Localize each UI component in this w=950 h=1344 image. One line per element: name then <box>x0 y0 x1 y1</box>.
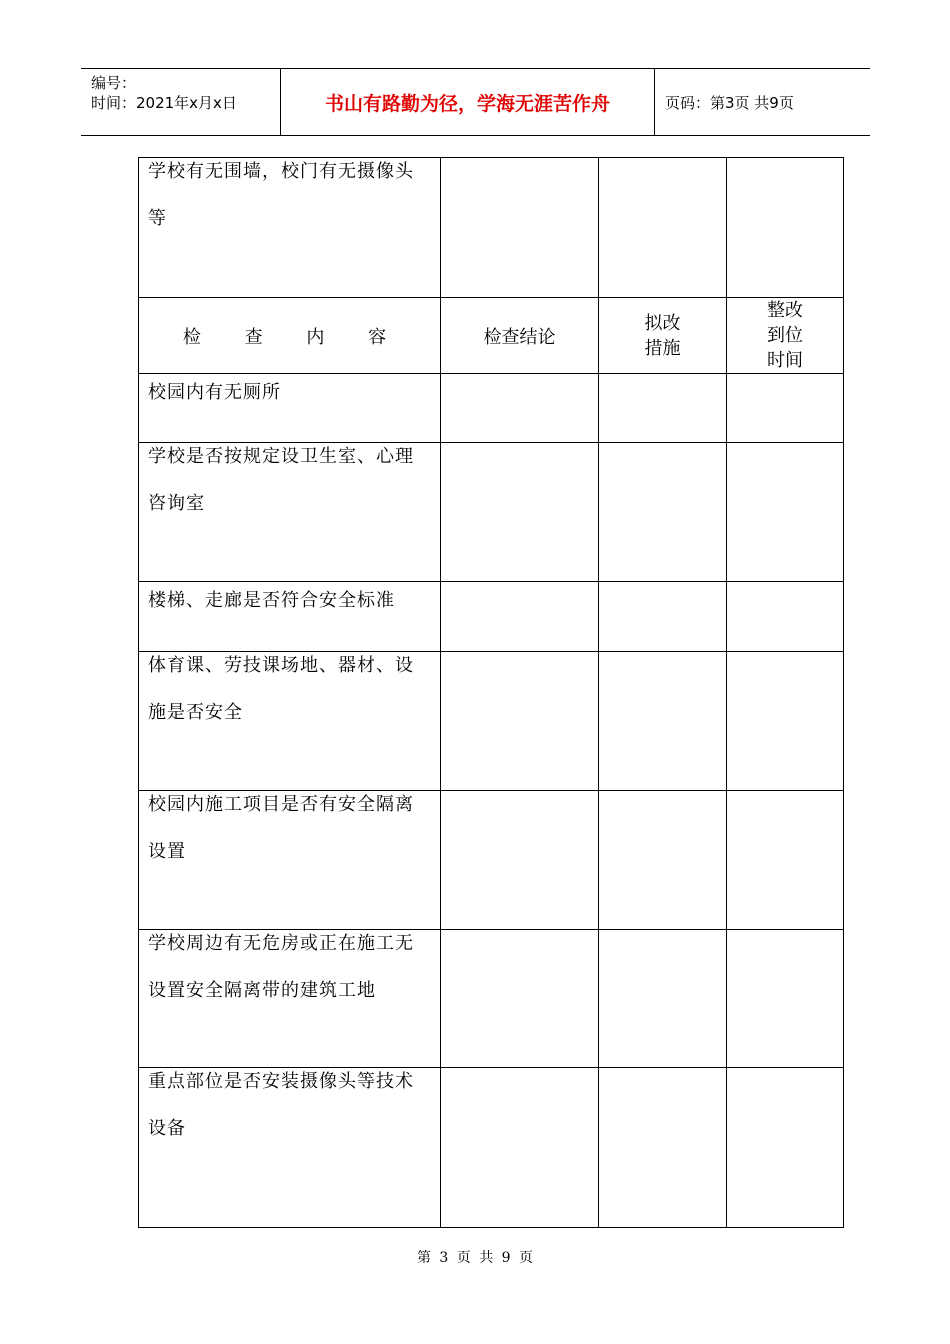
deadline-cell[interactable] <box>727 374 844 443</box>
check-item-line1: 楼梯、走廊是否符合安全标准 <box>148 590 395 611</box>
check-item <box>139 582 441 652</box>
check-item <box>139 930 441 1068</box>
check-item-line2: 施是否安全 <box>148 702 243 723</box>
date-label: 时间：2021年x月x日 <box>91 94 237 112</box>
check-item <box>139 443 441 582</box>
measures-cell[interactable] <box>599 652 727 791</box>
check-item-line1: 学校周边有无危房或正在施工无 <box>148 933 414 954</box>
table-header-row <box>139 298 844 374</box>
deadline-cell[interactable] <box>727 930 844 1068</box>
measures-cell[interactable] <box>599 1068 727 1228</box>
check-item-line1: 校园内有无厕所 <box>148 382 281 403</box>
conclusion-cell[interactable] <box>441 791 599 930</box>
deadline-cell[interactable] <box>727 158 844 298</box>
table-row <box>139 443 844 582</box>
table-row <box>139 791 844 930</box>
table-row <box>139 930 844 1068</box>
check-item <box>139 652 441 791</box>
deadline-cell[interactable] <box>727 582 844 652</box>
column-header-content: 检 查 内 容 <box>139 298 441 374</box>
deadline-cell[interactable] <box>727 1068 844 1228</box>
page-footer: 第 3 页 共 9 页 <box>416 1250 534 1266</box>
conclusion-cell[interactable] <box>441 582 599 652</box>
check-item <box>139 158 441 298</box>
column-header-conclusion: 检查结论 <box>441 298 599 374</box>
conclusion-cell[interactable] <box>441 652 599 791</box>
page-header <box>81 68 870 136</box>
measures-cell[interactable] <box>599 374 727 443</box>
check-item-line2: 咨询室 <box>148 493 205 514</box>
measures-cell[interactable] <box>599 443 727 582</box>
check-item-line2: 设置 <box>148 841 186 862</box>
column-header-measures: 拟改 措施 <box>599 298 727 374</box>
header-page-info: 页码：第3页 共9页 <box>654 69 870 135</box>
table-row <box>139 652 844 791</box>
check-item-line1: 体育课、劳技课场地、器材、设 <box>148 655 414 676</box>
header-motto: 书山有路勤为径，学海无涯苦作舟 <box>324 92 610 115</box>
column-header-deadline: 整改 到位 时间 <box>727 298 844 374</box>
check-item-line1: 学校有无围墙，校门有无摄像头 <box>148 161 414 182</box>
conclusion-cell[interactable] <box>441 374 599 443</box>
check-item-line1: 重点部位是否安装摄像头等技术 <box>148 1071 414 1092</box>
measures-cell[interactable] <box>599 582 727 652</box>
check-item-line1: 学校是否按规定设卫生室、心理 <box>148 446 414 467</box>
measures-cell[interactable] <box>599 791 727 930</box>
inspection-table <box>138 157 844 1228</box>
table-row <box>139 582 844 652</box>
conclusion-cell[interactable] <box>441 930 599 1068</box>
check-item-line1: 校园内施工项目是否有安全隔离 <box>148 794 414 815</box>
table-row <box>139 374 844 443</box>
table-row <box>139 1068 844 1228</box>
conclusion-cell[interactable] <box>441 158 599 298</box>
check-item-line2: 等 <box>148 208 167 229</box>
check-item <box>139 791 441 930</box>
deadline-cell[interactable] <box>727 443 844 582</box>
deadline-cell[interactable] <box>727 652 844 791</box>
check-item-line2: 设备 <box>148 1118 186 1139</box>
check-item-line2: 设置安全隔离带的建筑工地 <box>148 980 376 1001</box>
header-meta <box>81 69 281 135</box>
measures-cell[interactable] <box>599 158 727 298</box>
check-item <box>139 1068 441 1228</box>
table-row <box>139 158 844 298</box>
serial-number-label: 编号： <box>91 74 137 92</box>
deadline-cell[interactable] <box>727 791 844 930</box>
conclusion-cell[interactable] <box>441 443 599 582</box>
check-item <box>139 374 441 443</box>
measures-cell[interactable] <box>599 930 727 1068</box>
conclusion-cell[interactable] <box>441 1068 599 1228</box>
